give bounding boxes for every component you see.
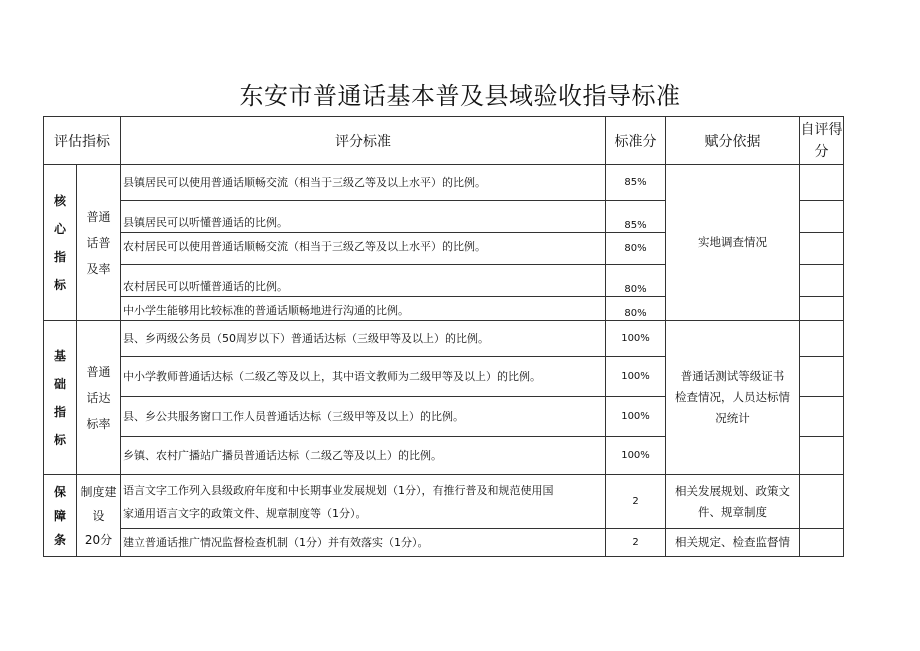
criteria-cell: 农村居民可以听懂普通话的比例。	[121, 265, 606, 297]
category-guarantee: 保 障 条	[44, 475, 77, 557]
category-core: 核 心 指 标	[44, 165, 77, 321]
criteria-cell: 中小学生能够用比较标准的普通话顺畅地进行沟通的比例。	[121, 297, 606, 321]
score-cell: 2	[606, 529, 666, 557]
self-score-cell[interactable]	[800, 529, 844, 557]
self-score-cell[interactable]	[800, 233, 844, 265]
header-indicator: 评估指标	[44, 117, 121, 165]
table-row	[44, 529, 844, 557]
subcategory-compliance: 普通 话达 标率	[77, 321, 121, 475]
basis-cell: 相关规定、检查监督情	[666, 529, 800, 557]
table-row	[44, 475, 844, 529]
criteria-cell: 县、乡公共服务窗口工作人员普通话达标（三级甲等及以上）的比例。	[121, 397, 606, 437]
criteria-cell: 语言文字工作列入县级政府年度和中长期事业发展规划（1分），有推行普及和规范使用国 家通用语言文字的政策文件、规章制度等（1分）。	[121, 475, 606, 529]
criteria-cell: 县镇居民可以听懂普通话的比例。	[121, 201, 606, 233]
standards-table	[43, 116, 844, 557]
page-title: 东安市普通话基本普及县域验收指导标准	[239, 82, 681, 110]
criteria-cell: 乡镇、农村广播站广播员普通话达标（二级乙等及以上）的比例。	[121, 437, 606, 475]
self-score-cell[interactable]	[800, 321, 844, 357]
score-cell: 100%	[606, 357, 666, 397]
self-score-cell[interactable]	[800, 297, 844, 321]
self-score-cell[interactable]	[800, 201, 844, 233]
criteria-cell: 农村居民可以使用普通话顺畅交流（相当于三级乙等及以上水平）的比例。	[121, 233, 606, 265]
basis-cell: 实地调查情况	[666, 165, 800, 321]
criteria-cell: 建立普通话推广情况监督检查机制（1分）并有效落实（1分）。	[121, 529, 606, 557]
score-cell: 2	[606, 475, 666, 529]
self-score-cell[interactable]	[800, 397, 844, 437]
score-cell: 100%	[606, 321, 666, 357]
basis-cell: 相关发展规划、政策文 件、规章制度	[666, 475, 800, 529]
subcategory-institution: 制度建 设 20分	[77, 475, 121, 557]
score-cell: 80%	[606, 265, 666, 297]
self-score-cell[interactable]	[800, 475, 844, 529]
score-cell: 80%	[606, 297, 666, 321]
basis-cell: 普通话测试等级证书 检查情况，人员达标情 况统计	[666, 321, 800, 475]
table-row	[44, 321, 844, 357]
header-row	[44, 117, 844, 165]
header-standard-score: 标准分	[606, 117, 666, 165]
score-cell: 85%	[606, 201, 666, 233]
score-cell: 100%	[606, 397, 666, 437]
subcategory-popularization: 普通 话普 及率	[77, 165, 121, 321]
header-basis: 赋分依据	[666, 117, 800, 165]
score-cell: 85%	[606, 165, 666, 201]
header-criteria: 评分标准	[121, 117, 606, 165]
criteria-cell: 县镇居民可以使用普通话顺畅交流（相当于三级乙等及以上水平）的比例。	[121, 165, 606, 201]
table-row	[44, 165, 844, 201]
self-score-cell[interactable]	[800, 265, 844, 297]
score-cell: 80%	[606, 233, 666, 265]
score-cell: 100%	[606, 437, 666, 475]
self-score-cell[interactable]	[800, 165, 844, 201]
category-basic: 基 础 指 标	[44, 321, 77, 475]
self-score-cell[interactable]	[800, 357, 844, 397]
header-self-score: 自评得 分	[800, 117, 844, 165]
criteria-cell: 县、乡两级公务员（50周岁以下）普通话达标（三级甲等及以上）的比例。	[121, 321, 606, 357]
self-score-cell[interactable]	[800, 437, 844, 475]
criteria-cell: 中小学教师普通话达标（二级乙等及以上，其中语文教师为二级甲等及以上）的比例。	[121, 357, 606, 397]
